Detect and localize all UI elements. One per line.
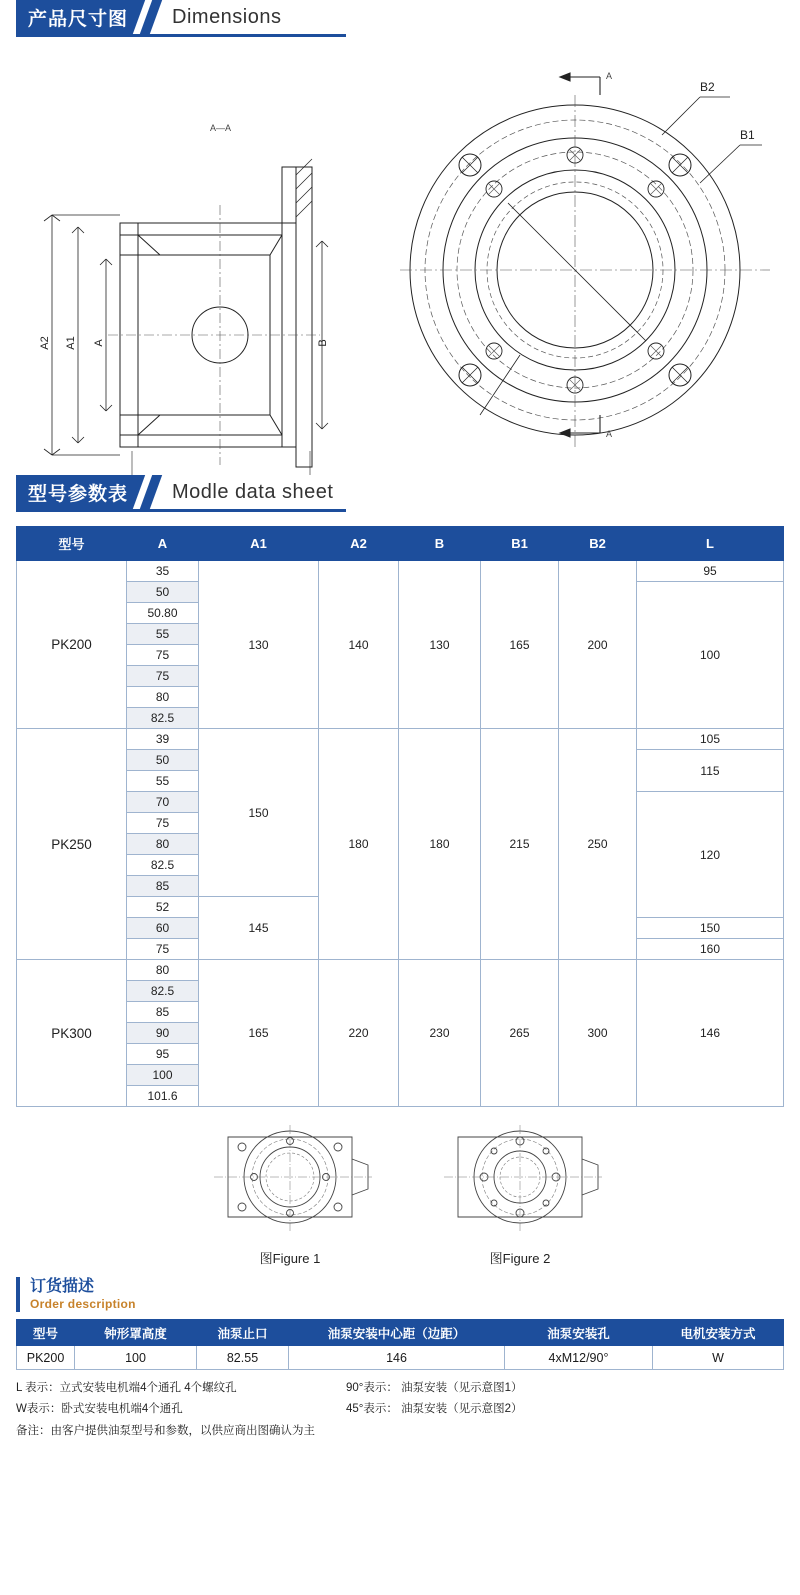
cell-a: 55	[127, 771, 199, 792]
section-mark-bottom: A	[606, 429, 613, 439]
cell-a2: 180	[319, 729, 399, 960]
order-cell-5: W	[653, 1346, 784, 1370]
table-row	[17, 561, 784, 582]
col-header-a1: A1	[199, 527, 319, 561]
cell-a: 50	[127, 750, 199, 771]
cell-a: 82.5	[127, 708, 199, 729]
label-b2: B2	[700, 80, 715, 94]
cell-b: 130	[399, 561, 481, 729]
cell-a: 35	[127, 561, 199, 582]
figure-1	[200, 1113, 380, 1267]
label-a1: A1	[65, 336, 77, 350]
cell-a: 50.80	[127, 603, 199, 624]
cell-a: 100	[127, 1065, 199, 1086]
order-table-row	[17, 1346, 784, 1370]
cell-a2: 140	[319, 561, 399, 729]
label-section-aa: A—A	[210, 123, 232, 133]
cell-model: PK200	[17, 561, 127, 729]
cell-a: 60	[127, 918, 199, 939]
dimensions-underline	[16, 34, 346, 37]
cell-a: 80	[127, 687, 199, 708]
cell-l: 115	[637, 750, 784, 792]
order-col-pump-holes: 油泵安装孔	[505, 1320, 653, 1346]
note-1-left: L 表示：立式安装电机端4个通孔 4个螺纹孔	[16, 1382, 237, 1394]
figure-1-caption: 图Figure 1	[259, 1251, 321, 1266]
modeldata-title-cn: 型号参数表	[16, 475, 142, 509]
order-col-pump-center: 油泵安装中心距（边距）	[289, 1320, 505, 1346]
col-header-b: B	[399, 527, 481, 561]
table-row	[17, 729, 784, 750]
cell-a: 52	[127, 897, 199, 918]
note-2-left: W表示：卧式安装电机端4个通孔	[16, 1403, 183, 1416]
cell-a: 75	[127, 939, 199, 960]
cell-b1: 265	[481, 960, 559, 1107]
note-row-3	[16, 1421, 784, 1442]
cell-b1: 165	[481, 561, 559, 729]
order-cell-4: 4xM12/90°	[505, 1346, 653, 1370]
dimension-drawings	[0, 45, 800, 475]
cell-l: 160	[637, 939, 784, 960]
order-table-header-row	[17, 1320, 784, 1346]
cell-a2: 220	[319, 960, 399, 1107]
cell-a: 85	[127, 1002, 199, 1023]
cell-a: 82.5	[127, 981, 199, 1002]
cell-a: 90	[127, 1023, 199, 1044]
cell-b2: 250	[559, 729, 637, 960]
col-header-b1: B1	[481, 527, 559, 561]
col-header-l: L	[637, 527, 784, 561]
order-cell-2: 82.55	[197, 1346, 289, 1370]
label-a: A	[93, 339, 105, 347]
cell-a1: 165	[199, 960, 319, 1107]
cell-a1: 150	[199, 729, 319, 897]
figures-row	[0, 1113, 800, 1273]
col-header-a2: A2	[319, 527, 399, 561]
figure-1-drawing	[200, 1113, 380, 1241]
cell-a: 70	[127, 792, 199, 813]
order-cell-3: 146	[289, 1346, 505, 1370]
col-header-model: 型号	[17, 527, 127, 561]
cell-b2: 200	[559, 561, 637, 729]
spec-table-header-row	[17, 527, 784, 561]
figure-2-caption: 图Figure 2	[489, 1251, 551, 1266]
cell-l: 105	[637, 729, 784, 750]
cell-l: 120	[637, 792, 784, 918]
col-header-a: A	[127, 527, 199, 561]
dimensions-title-en: Dimensions	[172, 5, 282, 28]
cell-model: PK300	[17, 960, 127, 1107]
note-2-right: 45°表示： 油泵安装（见示意图2）	[346, 1403, 523, 1416]
spec-table	[16, 526, 784, 1107]
cell-l: 95	[637, 561, 784, 582]
cell-b1: 215	[481, 729, 559, 960]
cell-b2: 300	[559, 960, 637, 1107]
order-col-motor-mount: 电机安装方式	[653, 1320, 784, 1346]
note-3-left: 备注：由客户提供油泵型号和参数，以供应商出图确认为主	[16, 1424, 315, 1437]
order-col-bell-height: 钟形罩高度	[75, 1320, 197, 1346]
cell-a1: 130	[199, 561, 319, 729]
cell-model: PK250	[17, 729, 127, 960]
col-header-b2: B2	[559, 527, 637, 561]
cell-a: 75	[127, 813, 199, 834]
order-table	[16, 1319, 784, 1370]
modeldata-section-header	[16, 475, 784, 509]
label-a2: A2	[39, 336, 51, 350]
cell-a: 55	[127, 624, 199, 645]
modeldata-underline	[16, 509, 346, 512]
note-row-1	[16, 1378, 784, 1399]
cell-a: 82.5	[127, 855, 199, 876]
order-col-model: 型号	[17, 1320, 75, 1346]
figure-2	[430, 1113, 610, 1267]
order-title-cn: 订货描述	[30, 1278, 95, 1295]
cell-a: 95	[127, 1044, 199, 1065]
cell-a: 39	[127, 729, 199, 750]
cell-a: 101.6	[127, 1086, 199, 1107]
cell-l: 146	[637, 960, 784, 1107]
table-row	[17, 960, 784, 981]
spec-table-wrapper	[16, 526, 784, 1107]
cell-a: 80	[127, 834, 199, 855]
note-1-right: 90°表示： 油泵安装（见示意图1）	[346, 1382, 523, 1394]
order-cell-1: 100	[75, 1346, 197, 1370]
dimensions-title-cn: 产品尺寸图	[16, 0, 142, 34]
side-section-drawing	[20, 55, 380, 475]
cell-a: 75	[127, 645, 199, 666]
figure-2-drawing	[430, 1113, 610, 1241]
label-b: B	[317, 339, 329, 347]
cell-a: 50	[127, 582, 199, 603]
section-mark-top: A	[606, 71, 613, 81]
label-b1: B1	[740, 128, 755, 142]
order-cell-0: PK200	[17, 1346, 75, 1370]
order-section-header	[16, 1277, 784, 1312]
order-col-pump-spigot: 油泵止口	[197, 1320, 289, 1346]
cell-l: 150	[637, 918, 784, 939]
notes-block	[16, 1378, 784, 1442]
dimensions-section-header	[16, 0, 784, 34]
cell-a: 80	[127, 960, 199, 981]
cell-a: 85	[127, 876, 199, 897]
order-title-en: Order description	[30, 1297, 136, 1311]
note-row-2	[16, 1399, 784, 1420]
cell-a1: 145	[199, 897, 319, 960]
modeldata-title-en: Modle data sheet	[172, 480, 334, 503]
cell-l: 100	[637, 582, 784, 729]
cell-b: 230	[399, 960, 481, 1107]
front-face-drawing	[400, 55, 780, 475]
cell-a: 75	[127, 666, 199, 687]
cell-b: 180	[399, 729, 481, 960]
